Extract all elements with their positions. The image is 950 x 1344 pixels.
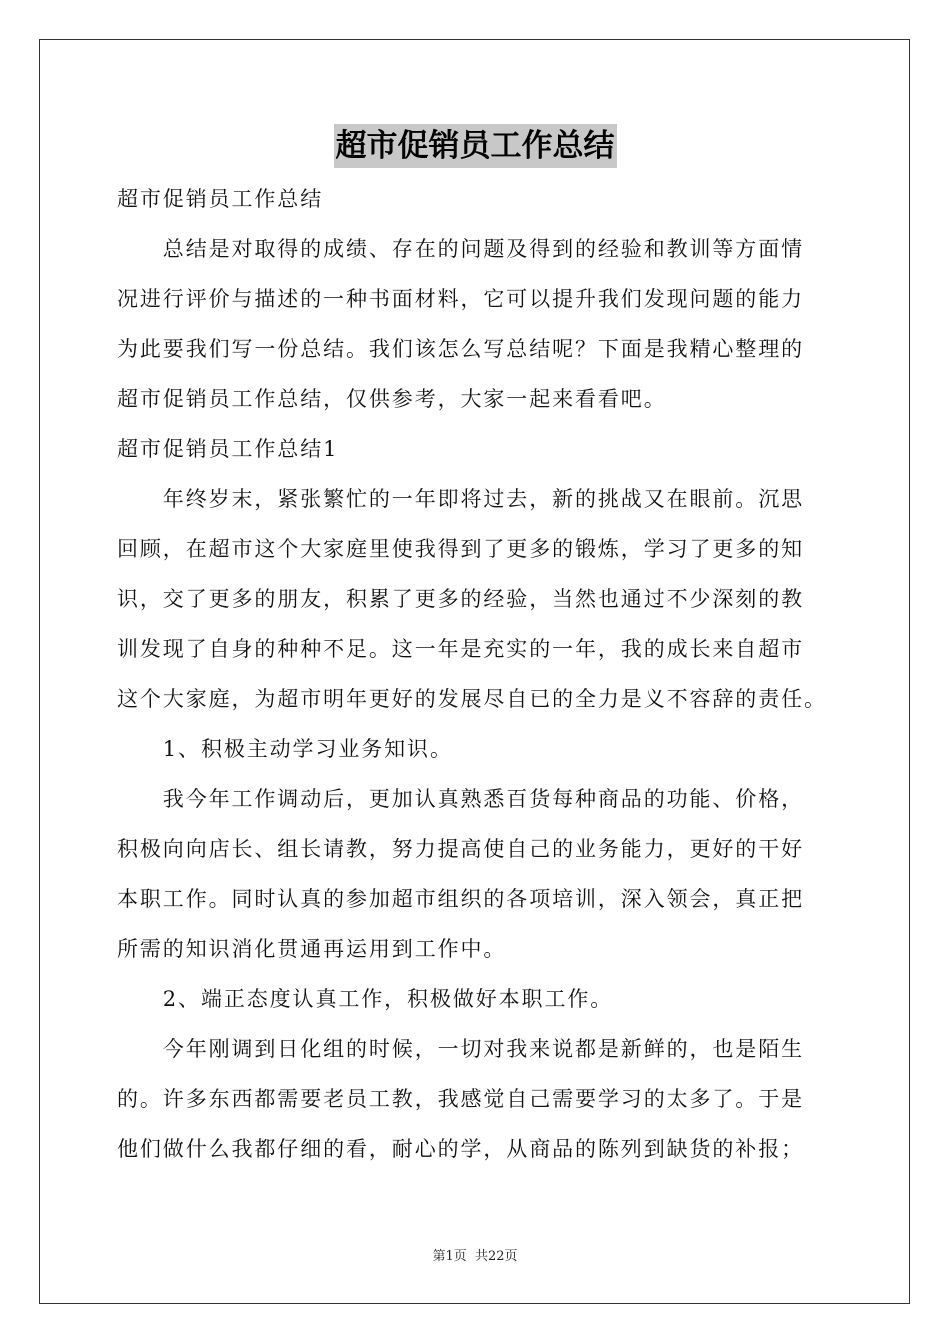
text-line: 回顾，在超市这个大家庭里使我得到了更多的锻炼，学习了更多的知 bbox=[117, 537, 804, 561]
title-wrap bbox=[117, 124, 833, 168]
text-line: 超市促销员工作总结 bbox=[117, 187, 324, 211]
text-line: 积极向向店长、组长请教，努力提高使自己的业务能力，更好的干好 bbox=[117, 837, 804, 861]
text-line: 为此要我们写一份总结。我们该怎么写总结呢？下面是我精心整理的 bbox=[117, 337, 804, 361]
page-border bbox=[39, 39, 910, 1304]
section-heading: 超市促销员工作总结1 bbox=[117, 437, 339, 461]
text-line: 况进行评价与描述的一种书面材料，它可以提升我们发现问题的能力 bbox=[117, 287, 804, 311]
text-line: 年终岁末，紧张繁忙的一年即将过去，新的挑战又在眼前。沉思 bbox=[117, 487, 804, 511]
page-number: 第1页 bbox=[432, 1249, 467, 1264]
text-line: 1、积极主动学习业务知识。 bbox=[117, 737, 453, 761]
text-line: 训发现了自身的种种不足。这一年是充实的一年，我的成长来自超市 bbox=[117, 637, 804, 661]
document-title: 超市促销员工作总结 bbox=[334, 124, 617, 168]
text-line: 的。许多东西都需要老员工教，我感觉自己需要学习的太多了。于是 bbox=[117, 1087, 804, 1111]
text-line: 我今年工作调动后，更加认真熟悉百货每种商品的功能、价格， bbox=[117, 787, 804, 811]
text-line: 2、端正态度认真工作，积极做好本职工作。 bbox=[117, 987, 614, 1011]
text-line: 本职工作。同时认真的参加超市组织的各项培训，深入领会，真正把 bbox=[117, 887, 804, 911]
text-line: 所需的知识消化贯通再运用到工作中。 bbox=[117, 937, 507, 961]
text-line: 这个大家庭，为超市明年更好的发展尽自已的全力是义不容辞的责任。 bbox=[117, 687, 827, 711]
page-total: 共22页 bbox=[474, 1249, 518, 1264]
text-line: 识，交了更多的朋友，积累了更多的经验，当然也通过不少深刻的教 bbox=[117, 587, 804, 611]
text-line: 今年刚调到日化组的时候，一切对我来说都是新鲜的，也是陌生 bbox=[117, 1037, 804, 1061]
text-line: 超市促销员工作总结，仅供参考，大家一起来看看吧。 bbox=[117, 387, 667, 411]
page-footer bbox=[0, 1245, 950, 1264]
text-line: 总结是对取得的成绩、存在的问题及得到的经验和教训等方面情 bbox=[117, 237, 804, 261]
text-line: 他们做什么我都仔细的看，耐心的学，从商品的陈列到缺货的补报； bbox=[117, 1137, 804, 1161]
